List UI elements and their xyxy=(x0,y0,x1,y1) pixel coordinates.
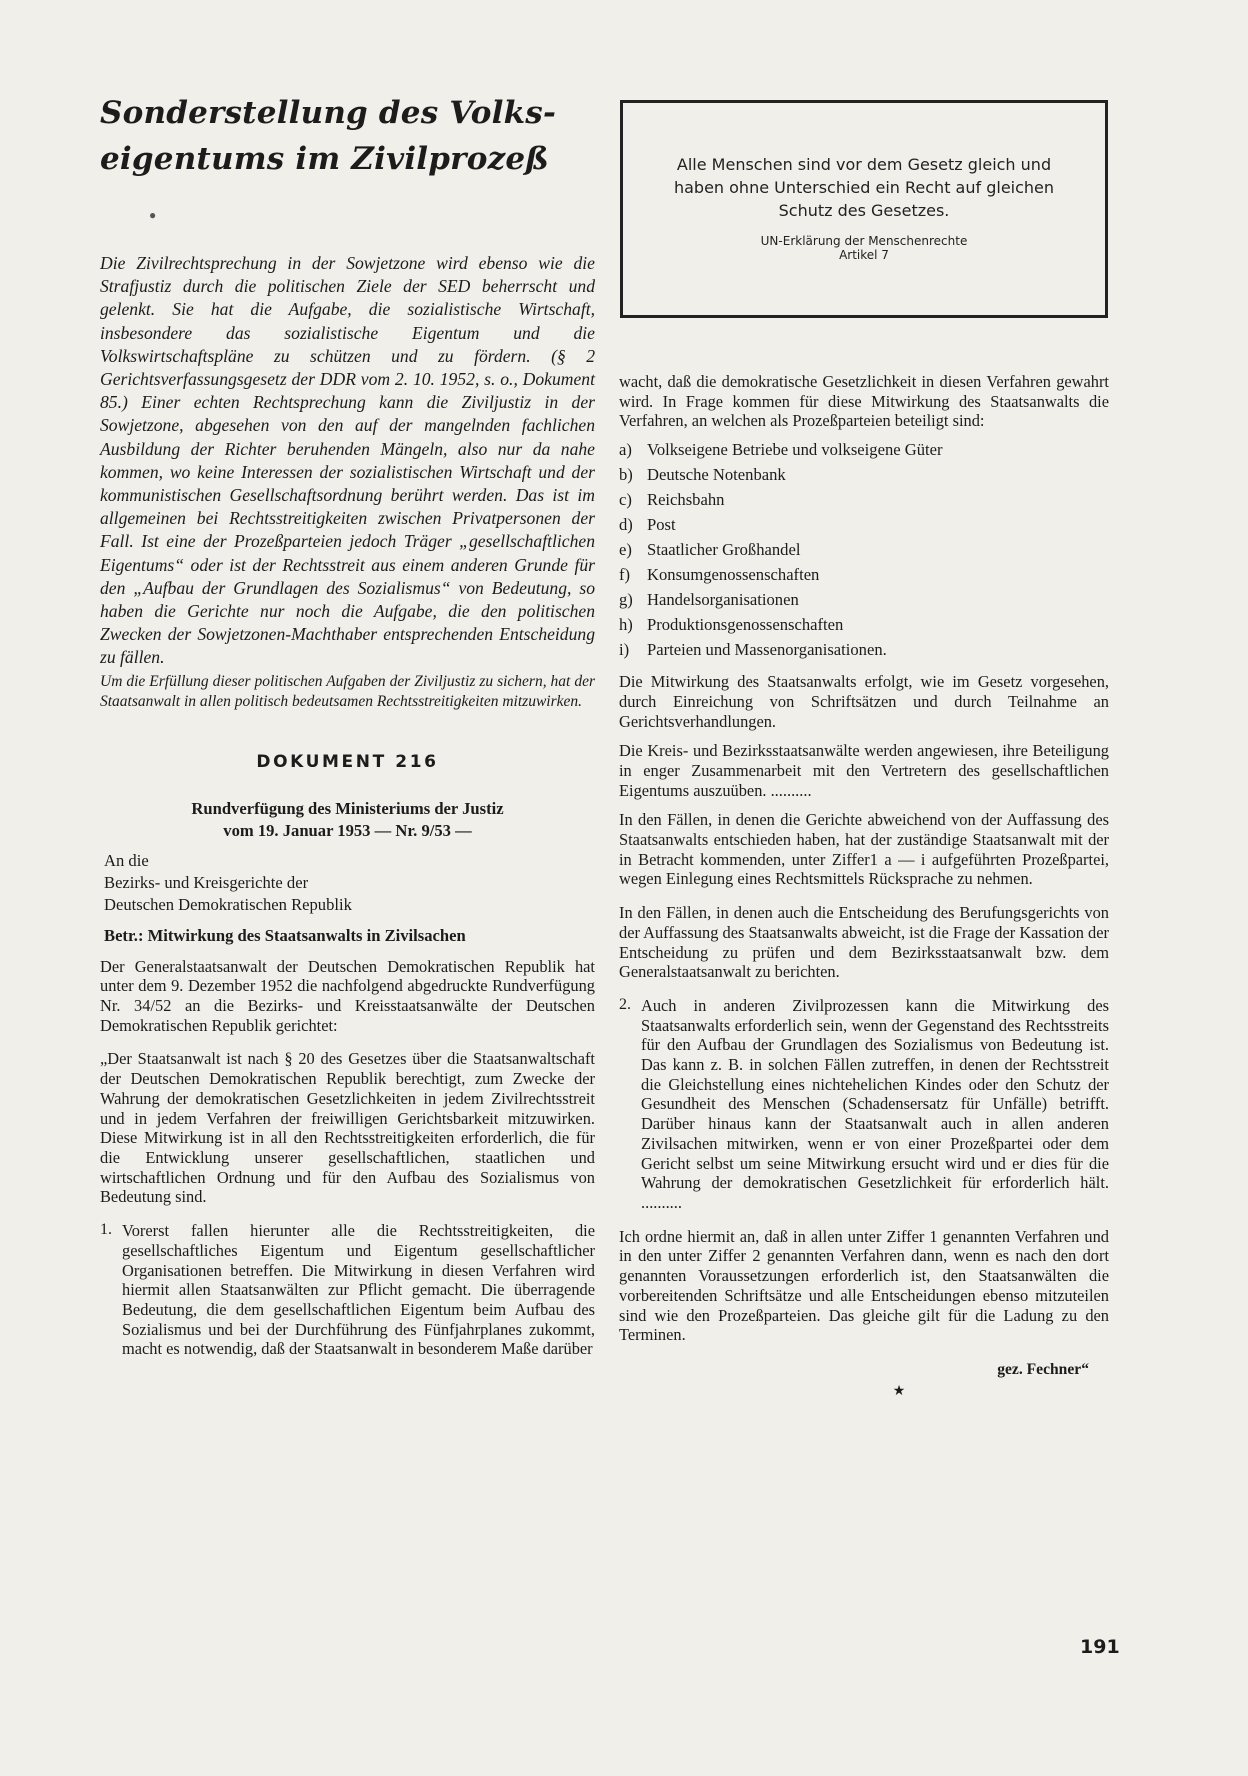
party-list-label: i) xyxy=(619,640,630,660)
address-line-3: Deutschen Demokratischen Republik xyxy=(104,894,352,914)
quote-text: Alle Menschen sind vor dem Gesetz gleich und haben ohne Unterschied ein Recht auf gleichen Schutz des Gesetzes. xyxy=(673,155,1055,220)
ornament-dot: ● xyxy=(149,208,157,222)
party-list-text: Volkseigene Betriebe und volkseigene Güter xyxy=(647,440,943,460)
party-list-label: d) xyxy=(619,515,633,535)
numbered-item-2 xyxy=(619,996,1109,1213)
paragraph-intro-letter: Der Generalstaatsanwalt der Deutschen Demokratischen Republik hat unter dem 9. Dezember 1952 die nachfolgend abgedruckte Rundverfügung Nr. 34/52 an die Bezirks- und Kreisstaatsanwälte der Deutschen Demokratischen Republik gerichtet: xyxy=(100,956,595,1035)
party-list-label: c) xyxy=(619,490,632,510)
party-list-text: Reichsbahn xyxy=(647,490,725,510)
paragraph-quote-start: „Der Staatsanwalt ist nach § 20 des Gesetzes über die Staatsanwaltschaft der Deutschen Demokratischen Republik berechtigt, zum Zwecke der Wahrung der demokratischen Gesetzlichkeiten in jedem Zivilrechtsstreit und in jedem Verfahren der freiwilligen Gerichtsbarkeit mitzuwirken. Diese Mitwirkung ist in all den Rechtsstreitigkeiten erforderlich, die für die Entwicklung unserer gesellschaftlichen, staatlichen und wirtschaftlichen Ordnung und für den Aufbau des Sozialismus von Bedeutung sind. xyxy=(100,1049,595,1207)
party-list-item xyxy=(619,487,1109,512)
address-line-1: An die xyxy=(104,850,149,870)
party-list-text: Produktionsgenossenschaften xyxy=(647,615,844,635)
subhead-line-1: Rundverfügung des Ministeriums der Justiz xyxy=(191,798,504,818)
page-number: 191 xyxy=(1080,1636,1120,1658)
signature: gez. Fechner“ xyxy=(997,1360,1089,1378)
address-line-2: Bezirks- und Kreisgerichte der xyxy=(104,872,309,892)
item-text: Vorerst fallen hierunter alle die Rechtsstreitigkeiten, die gesellschaftliches Eigentum und Eigentum gesellschaftlicher Organisationen betreffen. Die Mitwirkung in diesen Verfahren wird hiermit allen Staatsanwälten zur Pflicht gemacht. Die überragende Bedeutung, die dem gesellschaftlichen Eigentum beim Aufbau des Sozialismus und bei der Durchführung des Fünfjahrplanes zukommt, macht es notwendig, daß der Staatsanwalt in besonderem Maße darüber xyxy=(122,1221,595,1359)
party-list-text: Parteien und Massenorganisationen. xyxy=(647,640,887,660)
party-list-item xyxy=(619,512,1109,537)
party-list-text: Deutsche Notenbank xyxy=(647,465,786,485)
paragraph-mitwirkung: Die Mitwirkung des Staatsanwalts erfolgt, wie im Gesetz vorgesehen, durch Einreichung von Schriftsätzen und durch Teilnahme an Gerichtsverhandlungen. xyxy=(619,672,1109,731)
item-number: 1. xyxy=(100,1221,112,1239)
party-list-label: a) xyxy=(619,440,632,460)
party-list-item xyxy=(619,462,1109,487)
party-list xyxy=(619,437,1109,662)
paragraph-continuation: wacht, daß die demokratische Gesetzlichkeit in diesen Verfahren gewahrt wird. In Frage kommen für diese Mitwirkung des Staatsanwalts die Verfahren, an welchen als Prozeßparteien beteiligt sind: xyxy=(619,372,1109,431)
item-text: Auch in anderen Zivilprozessen kann die Mitwirkung des Staatsanwalts erforderlich sein, wenn der Gegenstand des Rechtsstreits für den Aufbau der Grundlagen des Sozialismus von Bedeutung ist. Das kann z. B. in solchen Fällen zutreffen, in denen der Rechtsstreit die Gleichstellung eines nichtehelichen Kindes oder den Schutz der Gesundheit des Menschen (Schadensersatz für Unfälle) betrifft. Darüber hinaus kann der Staatsanwalt auch in allen anderen Zivilsachen mitwirken, wenn er von einer Prozeßpartei oder dem Gericht selbst um seine Mitwirkung ersucht wird und er dies für die Wahrung der demokratischen Gesetzlichkeit für erforderlich hält. .......... xyxy=(641,995,1109,1212)
party-list-item xyxy=(619,587,1109,612)
party-list-text: Post xyxy=(647,515,676,535)
paragraph-anweisung: Die Kreis- und Bezirksstaatsanwälte werden angewiesen, ihre Beteiligung in enger Zusammenarbeit mit den Vertretern des gesellschaftlichen Eigentums auszuüben. .......... xyxy=(619,741,1109,800)
ornament-star: ★ xyxy=(892,1383,906,1399)
item-number: 2. xyxy=(619,995,631,1013)
party-list-item xyxy=(619,437,1109,462)
document-subheading xyxy=(100,798,595,842)
document-heading: DOKUMENT 216 xyxy=(256,751,439,772)
party-list-item xyxy=(619,637,1109,662)
party-list-label: g) xyxy=(619,590,633,610)
party-list-text: Handelsorganisationen xyxy=(647,590,799,610)
party-list-label: b) xyxy=(619,465,633,485)
title-line-1: Sonderstellung des Volks- xyxy=(100,95,557,131)
quote-box xyxy=(620,100,1108,318)
quote-source-line-2: Artikel 7 xyxy=(839,248,889,262)
party-list-label: e) xyxy=(619,540,632,560)
quote-source xyxy=(623,234,1105,262)
party-list-item xyxy=(619,612,1109,637)
left-column xyxy=(100,90,595,1359)
paragraph-rechtsmittel: In den Fällen, in denen die Gerichte abweichend von der Auffassung des Staatsanwalts entschieden haben, hat der zuständige Staatsanwalt mit der in Betracht kommenden, unter Ziffer1 a — i aufgeführten Prozeßpartei, wegen Einlegung eines Rechtsmittels Rücksprache zu nehmen. xyxy=(619,810,1109,889)
right-column xyxy=(619,372,1109,1400)
title-line-2: eigentums im Zivilprozeß xyxy=(100,141,550,177)
intro-note: Um die Erfüllung dieser politischen Aufgaben der Ziviljustiz zu sichern, hat der Staatsanwalt in allen politisch bedeutsamen Rechtsstreitigkeiten mitzuwirken. xyxy=(100,672,595,710)
subhead-line-2: vom 19. Januar 1953 — Nr. 9/53 — xyxy=(223,820,472,840)
subject-line: Betr.: Mitwirkung des Staatsanwalts in Zivilsachen xyxy=(104,925,466,945)
quote-source-line-1: UN-Erklärung der Menschenrechte xyxy=(760,234,968,248)
party-list-label: h) xyxy=(619,615,633,635)
party-list-item xyxy=(619,537,1109,562)
party-list-label: f) xyxy=(619,565,631,585)
page-title xyxy=(100,90,595,182)
intro-paragraph: Die Zivilrechtsprechung in der Sowjetzone wird ebenso wie die Strafjustiz durch die politischen Ziele der SED beherrscht und gelenkt. Sie hat die Aufgabe, die sozialistische Wirtschaft, insbesondere das sozialistische Eigentum und die Volkswirtschaftspläne zu schützen und zu fördern. (§ 2 Gerichtsverfassungsgesetz der DDR vom 2. 10. 1952, s. o., Dokument 85.) Einer echten Rechtsprechung kann die Ziviljustiz in der Sowjetzone, abgesehen von den auf der mangelnden fachlichen Ausbildung der Richter beruhenden Mängeln, also nur da nahe kommen, wo keine Interessen der sozialistischen Wirtschaft und der kommunistischen Gesellschaftsordnung berührt werden. Das ist im allgemeinen bei Rechtsstreitigkeiten zwischen Privatpersonen der Fall. Ist eine der Prozeßparteien jedoch Träger „gesellschaftlichen Eigentums“ oder ist der Rechtsstreit aus einem anderen Grunde für den „Aufbau der Grundlagen des Sozialismus“ von Bedeutung, so haben die Gerichte nur noch die Aufgabe, die den politischen Zwecken der Sowjetzonen-Machthaber entsprechenden Entscheidung zu fällen. xyxy=(100,253,595,668)
party-list-text: Konsumgenossenschaften xyxy=(647,565,820,585)
paragraph-kassation: In den Fällen, in denen auch die Entscheidung des Berufungsgerichts von der Auffassung des Staatsanwalts abweicht, ist die Frage der Kassation der Entscheidung zu prüfen und dem Bezirksstaatsanwalt bzw. dem Generalstaatsanwalt zu berichten. xyxy=(619,903,1109,982)
address-block xyxy=(104,850,595,916)
party-list-item xyxy=(619,562,1109,587)
paragraph-anordnung: Ich ordne hiermit an, daß in allen unter Ziffer 1 genannten Verfahren und in den unter Ziffer 2 genannten Verfahren dann, wenn es nach den dort genannten Voraussetzungen erforderlich ist, den Staatsanwälten die vorbereitenden Schriftsätze und alle Entscheidungen ebenso mitzuteilen sind wie den Prozeßparteien. Das gleiche gilt für die Ladung zu den Terminen. xyxy=(619,1226,1109,1345)
party-list-text: Staatlicher Großhandel xyxy=(647,540,801,560)
numbered-item-1 xyxy=(100,1221,595,1359)
